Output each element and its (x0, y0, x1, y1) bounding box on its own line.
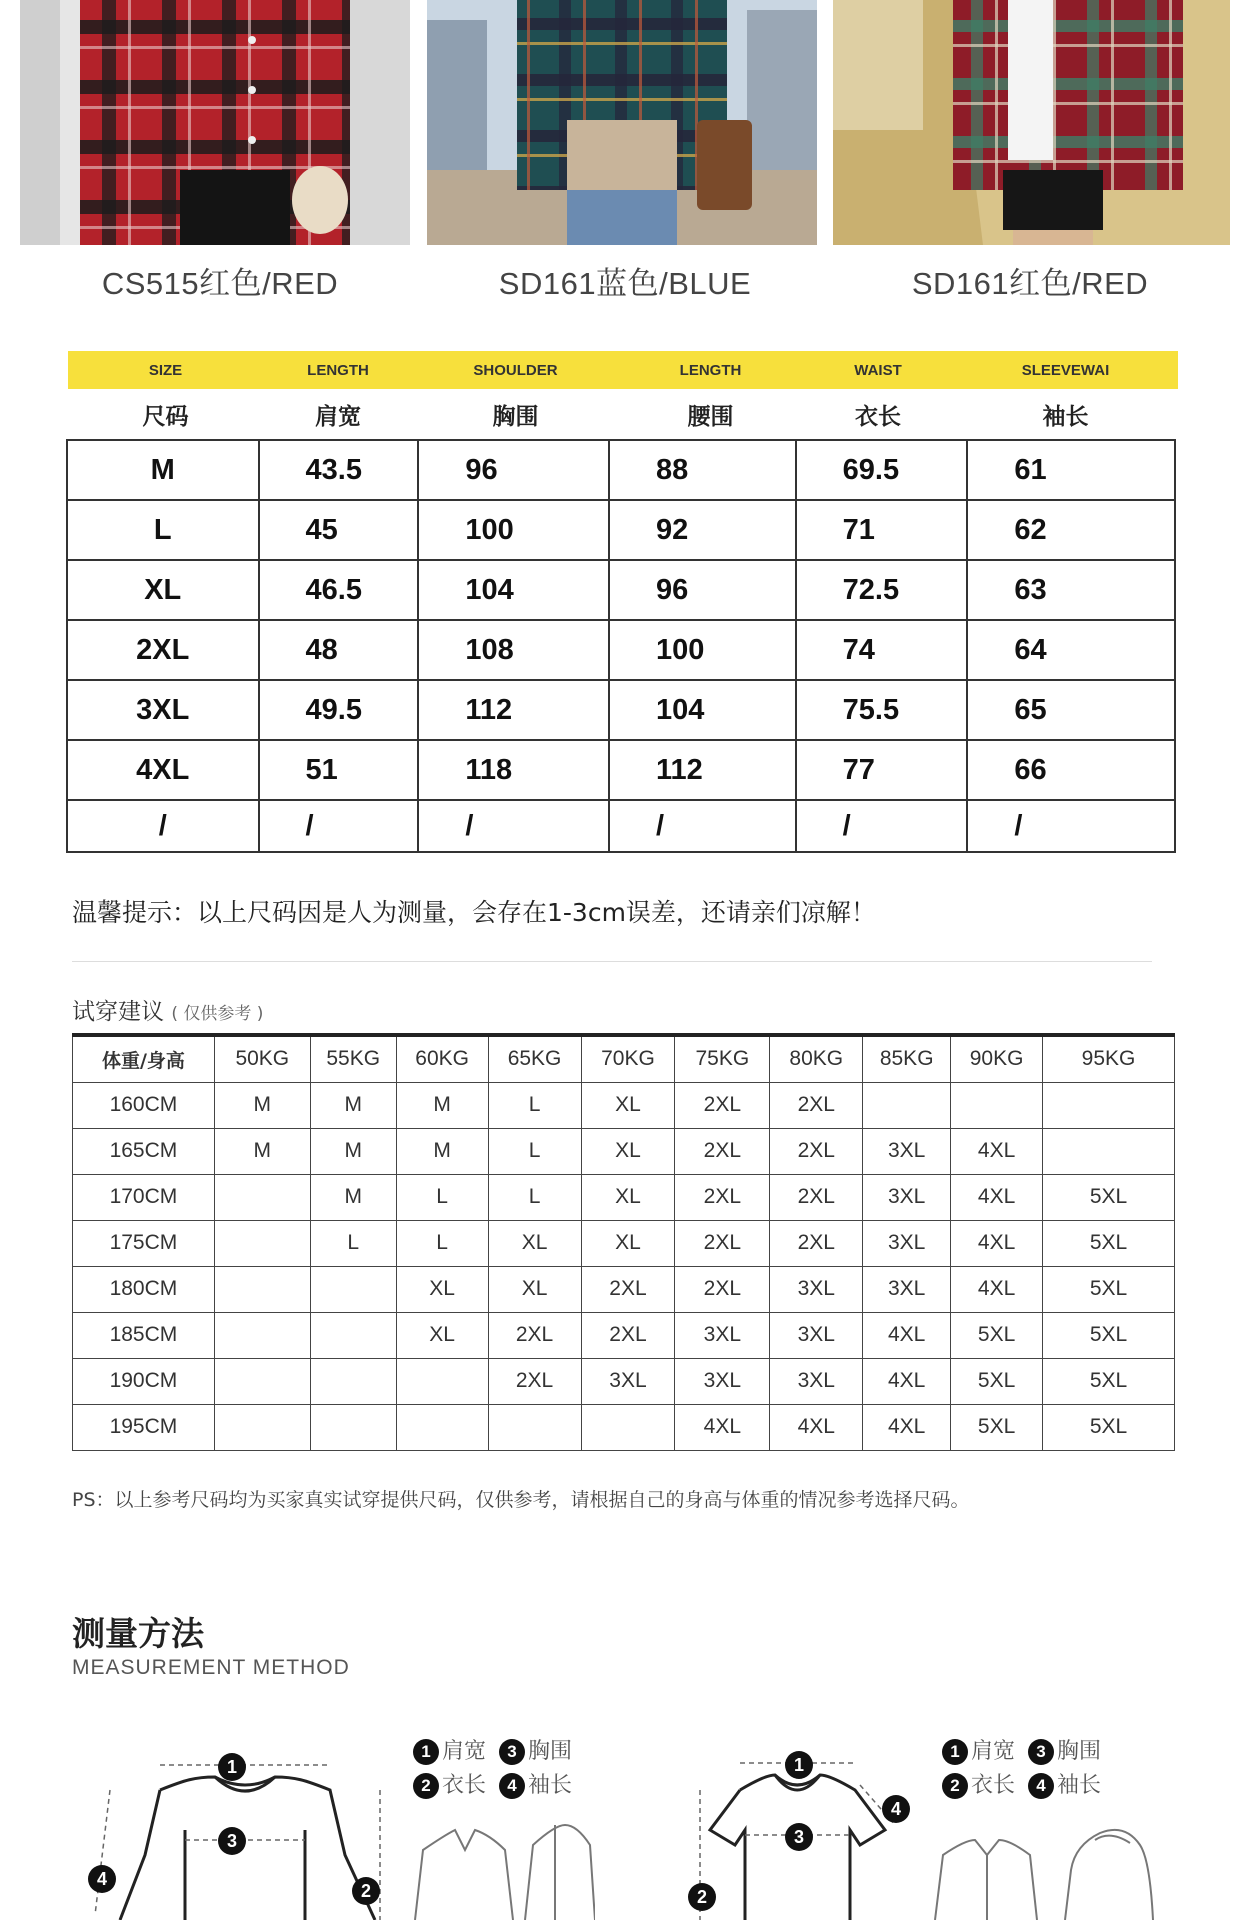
divider (72, 961, 1152, 962)
fit-size-cell (214, 1220, 310, 1266)
fit-size-cell: XL (581, 1128, 675, 1174)
measurement-legend-short-sleeve (942, 1735, 1107, 1803)
size-row (67, 620, 1175, 680)
marker-2-icon: 2 (352, 1877, 380, 1905)
size-row (67, 800, 1175, 852)
fit-size-cell: 2XL (770, 1220, 863, 1266)
legend-num-icon: 1 (942, 1739, 968, 1765)
header-zh-shoulder: 肩宽 (315, 404, 361, 430)
fit-suggestion-title (72, 993, 263, 1026)
fit-size-cell: 4XL (863, 1404, 951, 1450)
fit-size-cell: 4XL (951, 1174, 1043, 1220)
size-cell-value: 118 (418, 740, 609, 800)
fit-corner-header: 体重/身高 (73, 1035, 215, 1082)
size-cell-value: 88 (609, 440, 796, 500)
fit-size-cell: 3XL (675, 1358, 770, 1404)
fit-size-cell: 2XL (581, 1266, 675, 1312)
fit-size-cell: 2XL (581, 1312, 675, 1358)
fit-size-cell: L (488, 1128, 581, 1174)
fit-size-cell: 2XL (770, 1082, 863, 1128)
fit-size-cell: XL (581, 1220, 675, 1266)
fit-size-cell: L (488, 1082, 581, 1128)
size-cell-value: 77 (796, 740, 968, 800)
size-cell-value: 64 (967, 620, 1175, 680)
fit-size-cell: 3XL (863, 1128, 951, 1174)
fit-weight-header: 55KG (310, 1035, 396, 1082)
legend-label: 袖长 (1057, 1773, 1102, 1798)
fit-weight-header: 65KG (488, 1035, 581, 1082)
header-zh-waist: 腰围 (687, 404, 734, 430)
header-en-sleeve: SLEEVEWAI (1021, 361, 1110, 379)
fit-size-cell: 5XL (1043, 1174, 1175, 1220)
size-cell-value: 63 (967, 560, 1175, 620)
fit-size-cell: 2XL (675, 1220, 770, 1266)
size-cell-value: 66 (967, 740, 1175, 800)
fit-suggestion-table (72, 1033, 1175, 1451)
size-cell-value: / (609, 800, 796, 852)
fit-size-cell: L (488, 1174, 581, 1220)
size-cell-value: / (967, 800, 1175, 852)
fit-size-cell: 2XL (770, 1174, 863, 1220)
size-cell-value: 62 (967, 500, 1175, 560)
fit-size-cell: 5XL (1043, 1312, 1175, 1358)
header-zh-length: 衣长 (855, 404, 901, 430)
fit-size-cell: 4XL (951, 1266, 1043, 1312)
header-en-length: LENGTH (307, 361, 369, 379)
fit-row (73, 1174, 1175, 1220)
fit-size-cell: 4XL (675, 1404, 770, 1450)
fit-size-cell: 3XL (581, 1358, 675, 1404)
header-zh-chest: 胸围 (492, 404, 539, 430)
fit-height-cell: 180CM (73, 1266, 215, 1312)
marker-1-icon: 1 (218, 1753, 246, 1781)
legend-num-icon: 3 (1028, 1739, 1054, 1765)
fit-weight-header: 90KG (951, 1035, 1043, 1082)
fit-size-cell (1043, 1082, 1175, 1128)
size-row (67, 740, 1175, 800)
fit-size-cell: L (310, 1220, 396, 1266)
marker-4-icon: 4 (882, 1795, 910, 1823)
size-cell-size: / (67, 800, 259, 852)
short-sleeve-diagram (680, 1735, 910, 1920)
fit-size-cell: XL (488, 1220, 581, 1266)
fit-weight-header: 80KG (770, 1035, 863, 1082)
fit-size-cell: M (310, 1128, 396, 1174)
fit-size-cell: L (396, 1174, 488, 1220)
fit-size-cell: 2XL (488, 1312, 581, 1358)
fit-weight-header: 60KG (396, 1035, 488, 1082)
fit-size-cell: 3XL (863, 1266, 951, 1312)
size-cell-value: 75.5 (796, 680, 968, 740)
fit-size-cell (310, 1312, 396, 1358)
fit-row (73, 1312, 1175, 1358)
fit-height-cell: 185CM (73, 1312, 215, 1358)
fit-size-cell: 5XL (951, 1404, 1043, 1450)
legend-num-icon: 4 (1028, 1773, 1054, 1799)
fit-size-cell: 2XL (675, 1266, 770, 1312)
fit-size-cell: 3XL (770, 1266, 863, 1312)
fit-size-cell (581, 1404, 675, 1450)
fit-weight-header: 70KG (581, 1035, 675, 1082)
fit-size-cell: M (214, 1128, 310, 1174)
fit-size-cell: 3XL (770, 1358, 863, 1404)
fit-size-cell: 3XL (863, 1174, 951, 1220)
fit-size-cell: 2XL (675, 1082, 770, 1128)
size-cell-value: 100 (609, 620, 796, 680)
fit-height-cell: 175CM (73, 1220, 215, 1266)
size-cell-value: 46.5 (259, 560, 419, 620)
fit-title-note: ( 仅供参考 ) (171, 1004, 264, 1024)
long-sleeve-diagram (90, 1735, 400, 1920)
fit-size-cell: 5XL (1043, 1266, 1175, 1312)
header-en-waist: WAIST (854, 361, 902, 379)
size-cell-size: 4XL (67, 740, 259, 800)
fit-size-cell: 2XL (770, 1128, 863, 1174)
fit-size-cell: 3XL (675, 1312, 770, 1358)
photo-caption-2: SD161蓝色/BLUE (498, 266, 752, 301)
fit-size-cell: M (214, 1082, 310, 1128)
fit-row (73, 1404, 1175, 1450)
fit-size-cell: 2XL (488, 1358, 581, 1404)
header-en-size: SIZE (148, 361, 183, 379)
fit-size-cell (1043, 1128, 1175, 1174)
marker-2-icon: 2 (688, 1883, 716, 1911)
fit-size-cell: 5XL (951, 1312, 1043, 1358)
fit-weight-header: 50KG (214, 1035, 310, 1082)
size-cell-size: L (67, 500, 259, 560)
legend-label: 肩宽 (971, 1739, 1016, 1764)
photo-caption-1: CS515红色/RED (101, 266, 339, 301)
legend-num-icon: 1 (413, 1739, 439, 1765)
fit-height-cell: 165CM (73, 1128, 215, 1174)
fit-size-cell: 4XL (863, 1312, 951, 1358)
size-cell-value: / (418, 800, 609, 852)
size-cell-size: XL (67, 560, 259, 620)
fit-height-cell: 160CM (73, 1082, 215, 1128)
size-cell-size: M (67, 440, 259, 500)
size-table-header-zh (68, 391, 1178, 438)
product-photo-sd161-red (833, 0, 1230, 245)
size-cell-size: 3XL (67, 680, 259, 740)
fit-size-cell (214, 1266, 310, 1312)
fit-size-cell (214, 1174, 310, 1220)
size-row (67, 560, 1175, 620)
size-cell-value: 108 (418, 620, 609, 680)
fit-weight-header: 75KG (675, 1035, 770, 1082)
jacket-outline-icon (395, 1810, 595, 1920)
legend-label: 衣长 (442, 1773, 487, 1798)
fit-size-cell: XL (581, 1082, 675, 1128)
size-cell-value: 72.5 (796, 560, 968, 620)
header-zh-sleeve: 袖长 (1042, 404, 1089, 430)
fit-size-cell: XL (581, 1174, 675, 1220)
fit-size-cell (310, 1358, 396, 1404)
legend-label: 衣长 (971, 1773, 1016, 1798)
marker-4-icon: 4 (88, 1865, 116, 1893)
fit-size-cell (310, 1404, 396, 1450)
fit-weight-header: 95KG (1043, 1035, 1175, 1082)
fit-size-cell: M (396, 1128, 488, 1174)
size-cell-value: 71 (796, 500, 968, 560)
size-cell-value: 96 (609, 560, 796, 620)
fit-size-cell: 5XL (1043, 1358, 1175, 1404)
size-cell-value: / (796, 800, 968, 852)
fit-size-cell (214, 1404, 310, 1450)
fit-size-cell: 5XL (1043, 1220, 1175, 1266)
fit-size-cell (214, 1312, 310, 1358)
size-cell-value: 49.5 (259, 680, 419, 740)
size-cell-value: 51 (259, 740, 419, 800)
fit-size-cell: XL (396, 1312, 488, 1358)
size-table-header-en (68, 351, 1178, 389)
marker-1-icon: 1 (785, 1751, 813, 1779)
size-cell-value: 69.5 (796, 440, 968, 500)
size-cell-value: 61 (967, 440, 1175, 500)
size-row (67, 440, 1175, 500)
legend-label: 肩宽 (442, 1739, 487, 1764)
fit-height-cell: 195CM (73, 1404, 215, 1450)
size-cell-value: 112 (418, 680, 609, 740)
fit-size-cell (396, 1358, 488, 1404)
header-zh-size: 尺码 (142, 404, 189, 430)
fit-size-cell: 4XL (863, 1358, 951, 1404)
fit-size-cell: 5XL (951, 1358, 1043, 1404)
legend-label: 胸围 (1057, 1739, 1102, 1764)
legend-label: 胸围 (528, 1739, 573, 1764)
fit-ps-note: PS：以上参考尺码均为买家真实试穿提供尺码，仅供参考，请根据自己的身高与体重的情况参考选择尺码。 (72, 1489, 970, 1511)
fit-size-cell (214, 1358, 310, 1404)
fit-row (73, 1128, 1175, 1174)
marker-3-icon: 3 (218, 1827, 246, 1855)
shirt-hoodie-outline-icon (925, 1815, 1165, 1920)
size-cell-value: 100 (418, 500, 609, 560)
size-table (66, 439, 1176, 853)
fit-row (73, 1266, 1175, 1312)
fit-size-cell: 2XL (675, 1128, 770, 1174)
size-row (67, 500, 1175, 560)
fit-size-cell: M (310, 1082, 396, 1128)
measurement-tip: 温馨提示：以上尺码因是人为测量，会存在1-3cm误差，还请亲们凉解！ (72, 898, 876, 927)
fit-weight-header: 85KG (863, 1035, 951, 1082)
fit-size-cell (951, 1082, 1043, 1128)
fit-size-cell (396, 1404, 488, 1450)
size-row (67, 680, 1175, 740)
fit-size-cell: L (396, 1220, 488, 1266)
legend-num-icon: 2 (942, 1773, 968, 1799)
fit-size-cell: XL (488, 1266, 581, 1312)
size-cell-value: 43.5 (259, 440, 419, 500)
fit-size-cell: XL (396, 1266, 488, 1312)
fit-size-cell: 4XL (770, 1404, 863, 1450)
fit-title-text: 试穿建议 (72, 999, 164, 1025)
product-photo-sd161-blue (427, 0, 817, 245)
fit-size-cell (488, 1404, 581, 1450)
size-cell-value: / (259, 800, 419, 852)
fit-size-cell: M (310, 1174, 396, 1220)
fit-size-cell: 3XL (863, 1220, 951, 1266)
size-cell-value: 65 (967, 680, 1175, 740)
size-cell-value: 112 (609, 740, 796, 800)
measurement-title: 测量方法 (72, 1614, 204, 1653)
legend-num-icon: 4 (499, 1773, 525, 1799)
size-cell-value: 104 (609, 680, 796, 740)
size-cell-size: 2XL (67, 620, 259, 680)
legend-num-icon: 2 (413, 1773, 439, 1799)
size-cell-value: 96 (418, 440, 609, 500)
header-en-shoulder: SHOULDER (473, 361, 558, 379)
legend-label: 袖长 (528, 1773, 573, 1798)
marker-3-icon: 3 (785, 1823, 813, 1851)
size-cell-value: 45 (259, 500, 419, 560)
fit-size-cell: 3XL (770, 1312, 863, 1358)
fit-row (73, 1082, 1175, 1128)
product-photo-cs515-red (20, 0, 410, 245)
size-cell-value: 74 (796, 620, 968, 680)
fit-size-cell (863, 1082, 951, 1128)
size-cell-value: 48 (259, 620, 419, 680)
legend-num-icon: 3 (499, 1739, 525, 1765)
size-cell-value: 92 (609, 500, 796, 560)
fit-size-cell: 5XL (1043, 1404, 1175, 1450)
size-cell-value: 104 (418, 560, 609, 620)
fit-size-cell: 2XL (675, 1174, 770, 1220)
measurement-subtitle: MEASUREMENT METHOD (72, 1656, 350, 1679)
fit-height-cell: 190CM (73, 1358, 215, 1404)
fit-height-cell: 170CM (73, 1174, 215, 1220)
fit-row (73, 1220, 1175, 1266)
header-en-length-2: LENGTH (679, 361, 742, 379)
photo-caption-3: SD161红色/RED (911, 266, 1149, 301)
fit-size-cell: 4XL (951, 1220, 1043, 1266)
fit-row (73, 1358, 1175, 1404)
fit-size-cell (310, 1266, 396, 1312)
fit-size-cell: M (396, 1082, 488, 1128)
fit-size-cell: 4XL (951, 1128, 1043, 1174)
measurement-legend-long-sleeve (413, 1735, 578, 1803)
